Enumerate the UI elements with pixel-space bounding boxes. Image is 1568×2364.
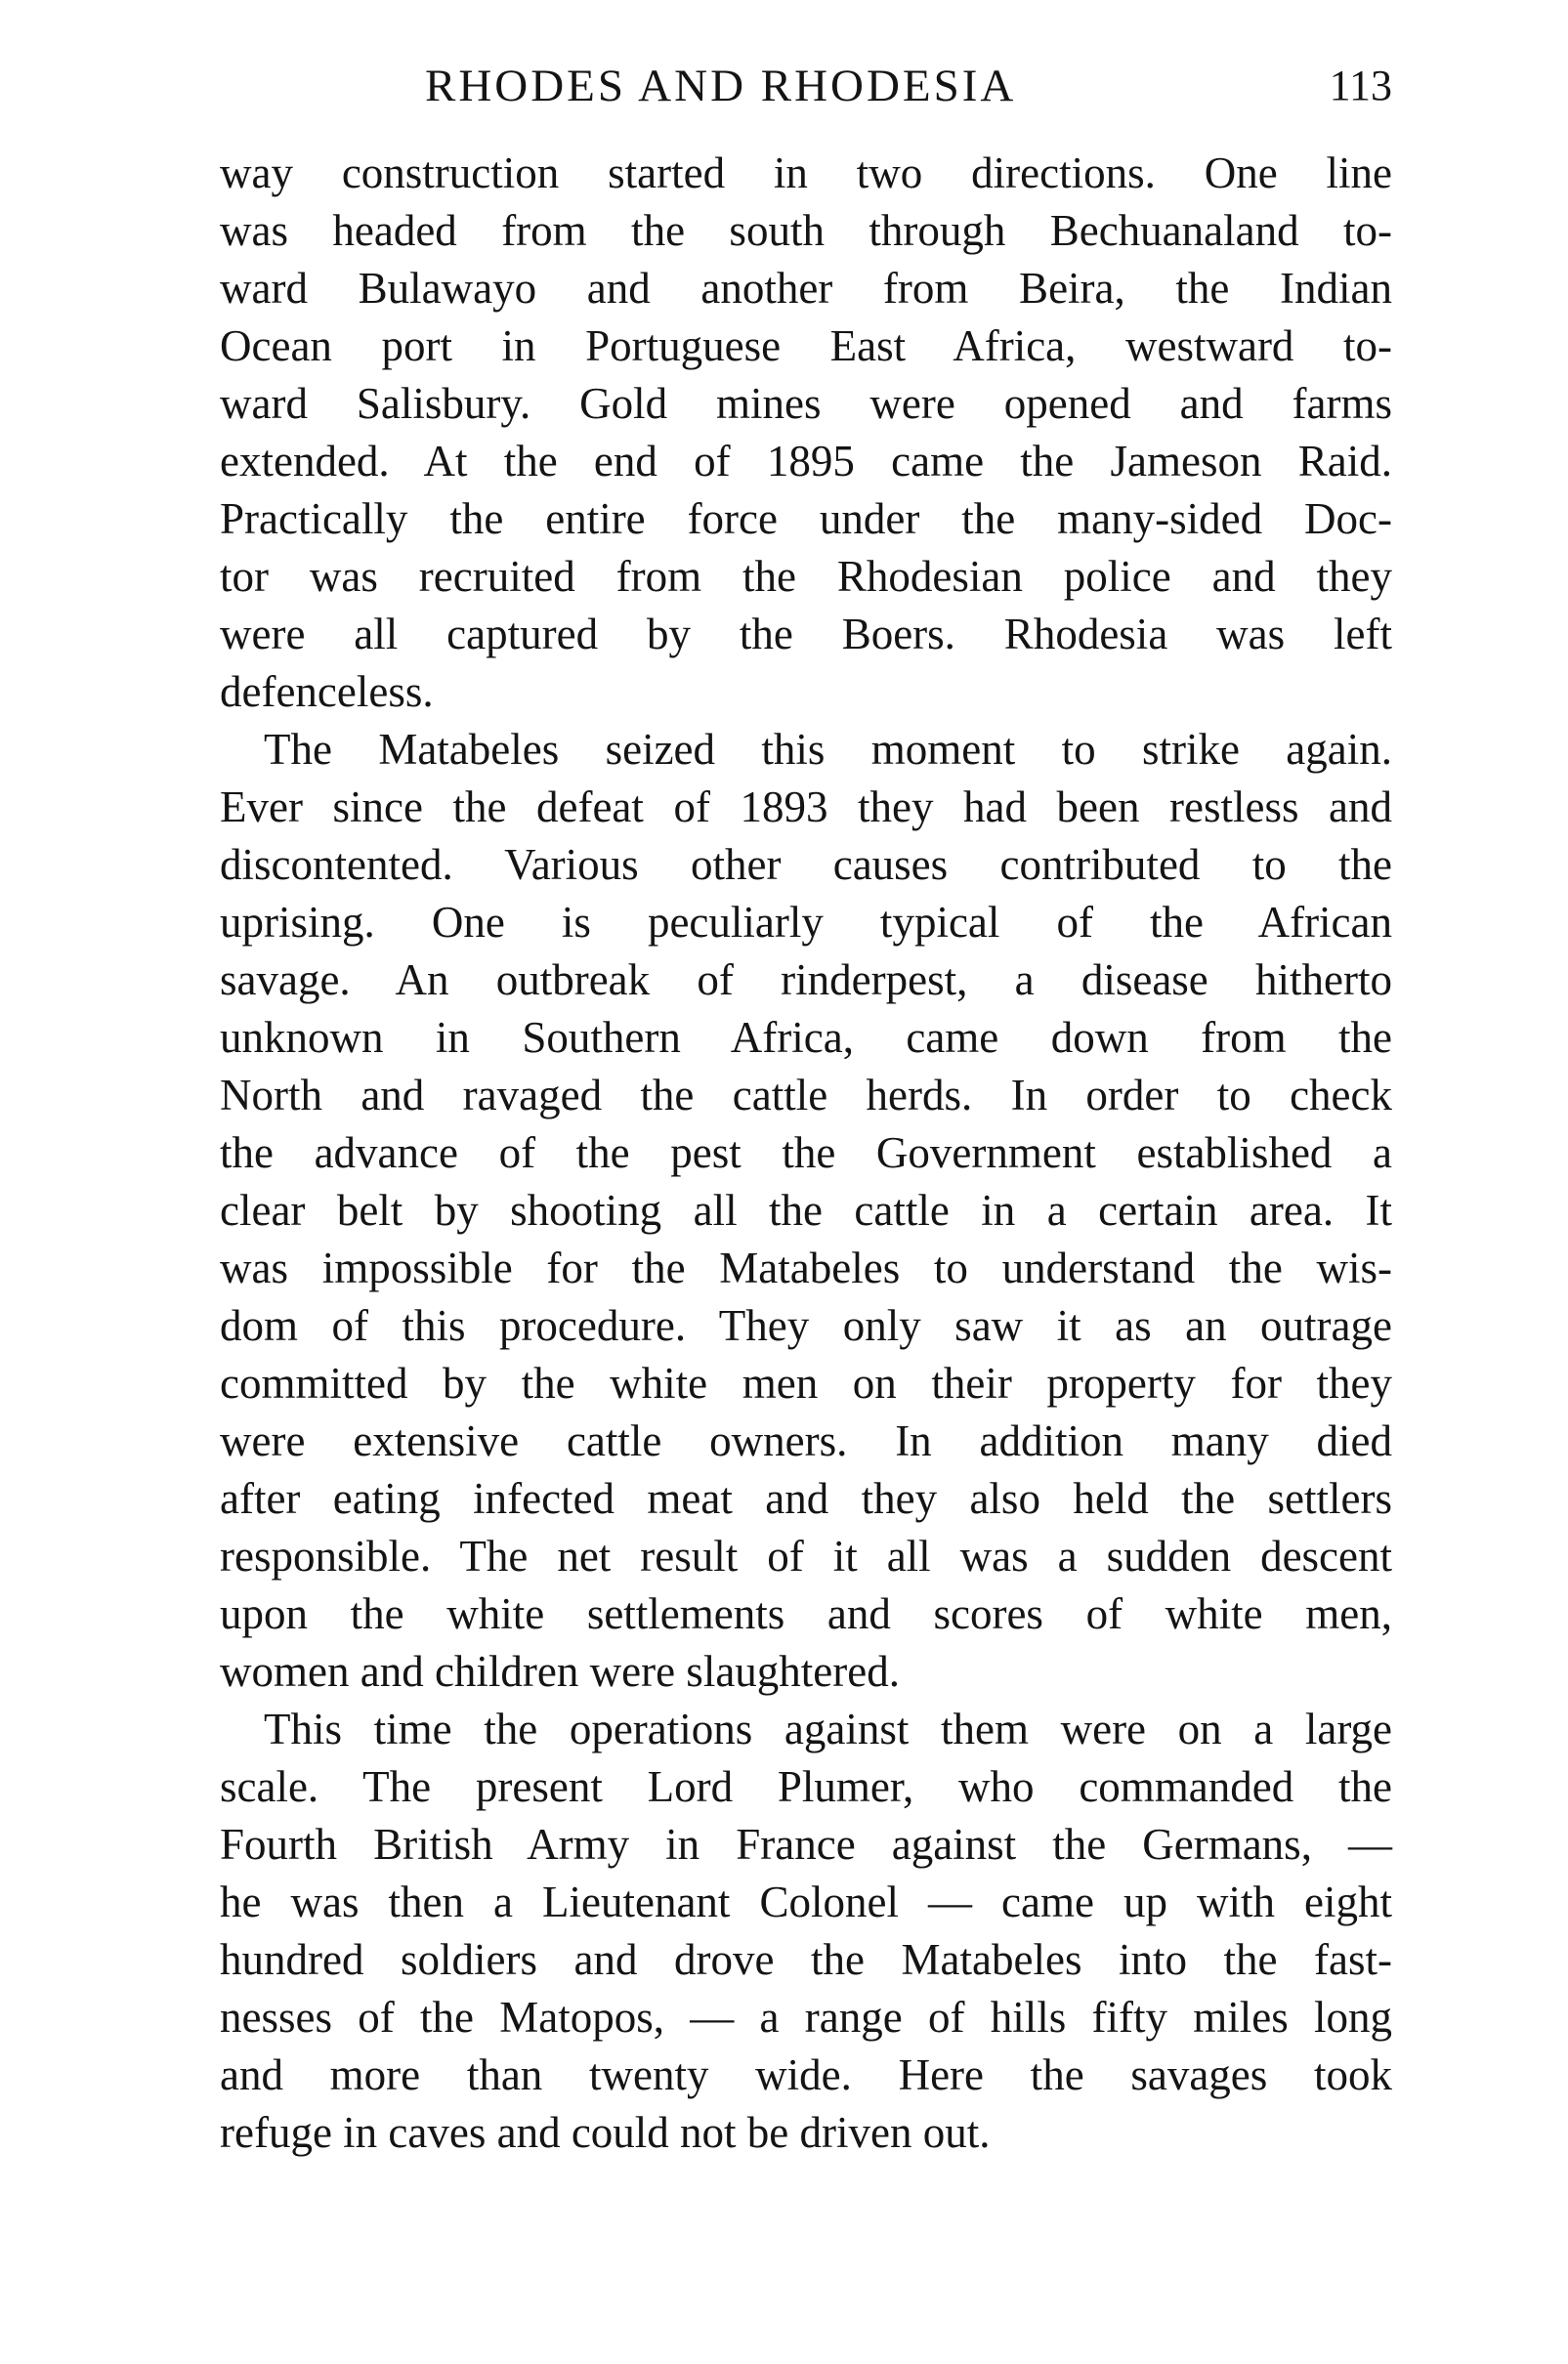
text-line: way construction started in two directions. One line [220, 148, 1392, 197]
text-line: women and children were slaughtered. [220, 1647, 900, 1696]
text-line: Ever since the defeat of 1893 they had been restless and [220, 782, 1392, 831]
text-line: committed by the white men on their property for they [220, 1359, 1392, 1408]
text-line: Ocean port in Portuguese East Africa, westward to- [220, 321, 1392, 370]
text-line: ward Bulawayo and another from Beira, the Indian [220, 264, 1392, 313]
text-line: refuge in caves and could not be driven out. [220, 2108, 991, 2157]
text-line: ward Salisbury. Gold mines were opened and farms [220, 379, 1392, 428]
text-line: hundred soldiers and drove the Matabeles into the fast- [220, 1935, 1392, 1984]
paragraph [220, 145, 1392, 721]
text-line: dom of this procedure. They only saw it as an outrage [220, 1301, 1392, 1350]
text-line: upon the white settlements and scores of white men, [220, 1589, 1392, 1638]
text-line: Fourth British Army in France against the Germans, — [220, 1820, 1392, 1869]
text-line: discontented. Various other causes contributed to the [220, 840, 1392, 889]
text-line: tor was recruited from the Rhodesian police and they [220, 552, 1392, 601]
text-line: Practically the entire force under the many-sided Doc- [220, 494, 1392, 543]
text-line: unknown in Southern Africa, came down from the [220, 1013, 1392, 1062]
text-line: he was then a Lieutenant Colonel — came up with eight [220, 1878, 1392, 1926]
text-line: savage. An outbreak of rinderpest, a disease hitherto [220, 955, 1392, 1004]
text-line: were all captured by the Boers. Rhodesia was left [220, 610, 1392, 658]
running-head [220, 57, 1392, 115]
text-line: and more than twenty wide. Here the savages took [220, 2050, 1392, 2099]
body-text [220, 145, 1392, 2162]
text-line: the advance of the pest the Government established a [220, 1128, 1392, 1177]
text-line: The Matabeles seized this moment to strike again. [264, 725, 1392, 774]
text-line: responsible. The net result of it all was a sudden descent [220, 1532, 1392, 1581]
text-line: uprising. One is peculiarly typical of the African [220, 898, 1392, 947]
text-line: clear belt by shooting all the cattle in a certain area. It [220, 1186, 1392, 1235]
text-line: nesses of the Matopos, — a range of hills fifty miles long [220, 1993, 1392, 2042]
text-line: extended. At the end of 1895 came the Jameson Raid. [220, 437, 1392, 485]
text-line: North and ravaged the cattle herds. In order to check [220, 1071, 1392, 1119]
running-title: RHODES AND RHODESIA [425, 61, 1017, 111]
paragraph [220, 721, 1392, 1701]
paragraph [220, 1701, 1392, 2162]
page-number: 113 [1329, 62, 1392, 109]
text-line: was impossible for the Matabeles to understand the wis- [220, 1244, 1392, 1292]
text-line: were extensive cattle owners. In addition many died [220, 1416, 1392, 1465]
text-line: defenceless. [220, 667, 434, 716]
text-line: scale. The present Lord Plumer, who commanded the [220, 1762, 1392, 1811]
text-line: This time the operations against them were on a large [264, 1705, 1392, 1753]
text-line: was headed from the south through Bechuanaland to- [220, 206, 1392, 255]
text-line: after eating infected meat and they also held the settlers [220, 1474, 1392, 1523]
